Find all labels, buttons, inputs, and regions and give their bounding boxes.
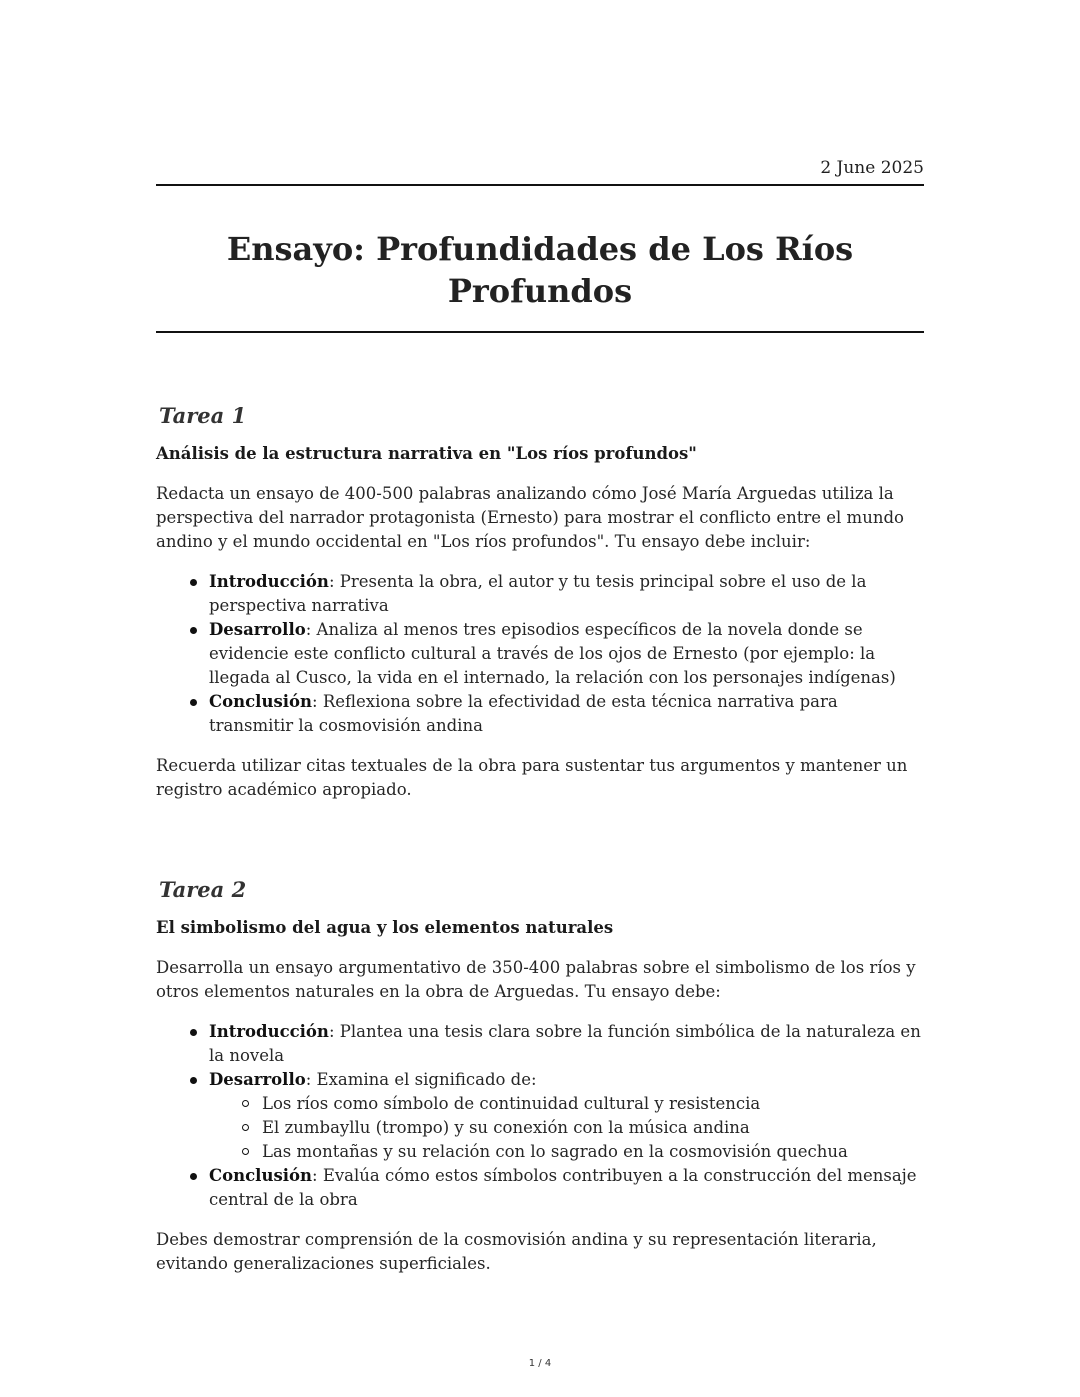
list-item — [209, 1020, 924, 1068]
sub-list-item: Los ríos como símbolo de continuidad cultural y resistencia — [262, 1092, 924, 1116]
list-item — [209, 1164, 924, 1212]
sub-list-item: Las montañas y su relación con lo sagrado en la cosmovisión quechua — [262, 1140, 924, 1164]
list-item-label: Introducción — [209, 1022, 329, 1041]
task-intro: Desarrolla un ensayo argumentativo de 350-400 palabras sobre el simbolismo de los ríos y otros elementos naturales en la obra de Arguedas. Tu ensayo debe: — [156, 958, 916, 1001]
sub-list-item: El zumbayllu (trompo) y su conexión con la música andina — [262, 1116, 924, 1140]
page-number: 1 / 4 — [528, 1358, 552, 1369]
task-subtitle: El simbolismo del agua y los elementos naturales — [156, 918, 614, 937]
list-item — [209, 1068, 924, 1164]
list-item-label: Conclusión — [209, 1166, 313, 1185]
list-item-text: : Presenta la obra, el autor y tu tesis principal sobre el uso de la perspectiva narrativa — [209, 572, 867, 615]
list-item-text: : Examina el significado de: — [305, 1070, 537, 1089]
list-item-label: Desarrollo — [209, 1070, 306, 1089]
header-divider — [156, 184, 924, 186]
task-requirements-list — [156, 570, 924, 738]
list-item — [209, 618, 924, 690]
task-closing: Recuerda utilizar citas textuales de la obra para sustentar tus argumentos y mantener un registro académico apropiado. — [156, 756, 908, 799]
title-divider — [156, 331, 924, 333]
document-title: Ensayo: Profundidades de Los Ríos Profundos — [226, 230, 854, 310]
task-section-1 — [156, 402, 924, 818]
task-requirements-list — [156, 1020, 924, 1212]
list-item — [209, 570, 924, 618]
list-item-label: Desarrollo — [209, 620, 306, 639]
list-item-text: : Analiza al menos tres episodios específicos de la novela donde se evidencie este conflicto cultural a través de los ojos de Ernesto (por ejemplo: la llegada al Cusco, la vida en el internado, la relación con los personajes indígenas) — [209, 620, 896, 687]
task-section-2 — [156, 876, 924, 1292]
task-subtitle: Análisis de la estructura narrativa en "Los ríos profundos" — [156, 444, 697, 463]
task-intro: Redacta un ensayo de 400-500 palabras analizando cómo José María Arguedas utiliza la perspectiva del narrador protagonista (Ernesto) para mostrar el conflicto entre el mundo andino y el mundo occidental en "Los ríos profundos". Tu ensayo debe incluir: — [156, 484, 904, 551]
task-heading: Tarea 1 — [159, 403, 247, 428]
task-heading: Tarea 2 — [159, 877, 247, 902]
list-item-text: : Evalúa cómo estos símbolos contribuyen a la construcción del mensaje central de la obra — [209, 1166, 917, 1209]
document-date: 2 June 2025 — [820, 158, 924, 178]
list-item-text: : Plantea una tesis clara sobre la función simbólica de la naturaleza en la novela — [209, 1022, 921, 1065]
sub-list — [209, 1092, 924, 1164]
list-item-label: Conclusión — [209, 692, 313, 711]
list-item — [209, 690, 924, 738]
task-closing: Debes demostrar comprensión de la cosmovisión andina y su representación literaria, evitando generalizaciones superficiales. — [156, 1230, 877, 1273]
list-item-text: : Reflexiona sobre la efectividad de esta técnica narrativa para transmitir la cosmovisión andina — [209, 692, 838, 735]
list-item-label: Introducción — [209, 572, 329, 591]
